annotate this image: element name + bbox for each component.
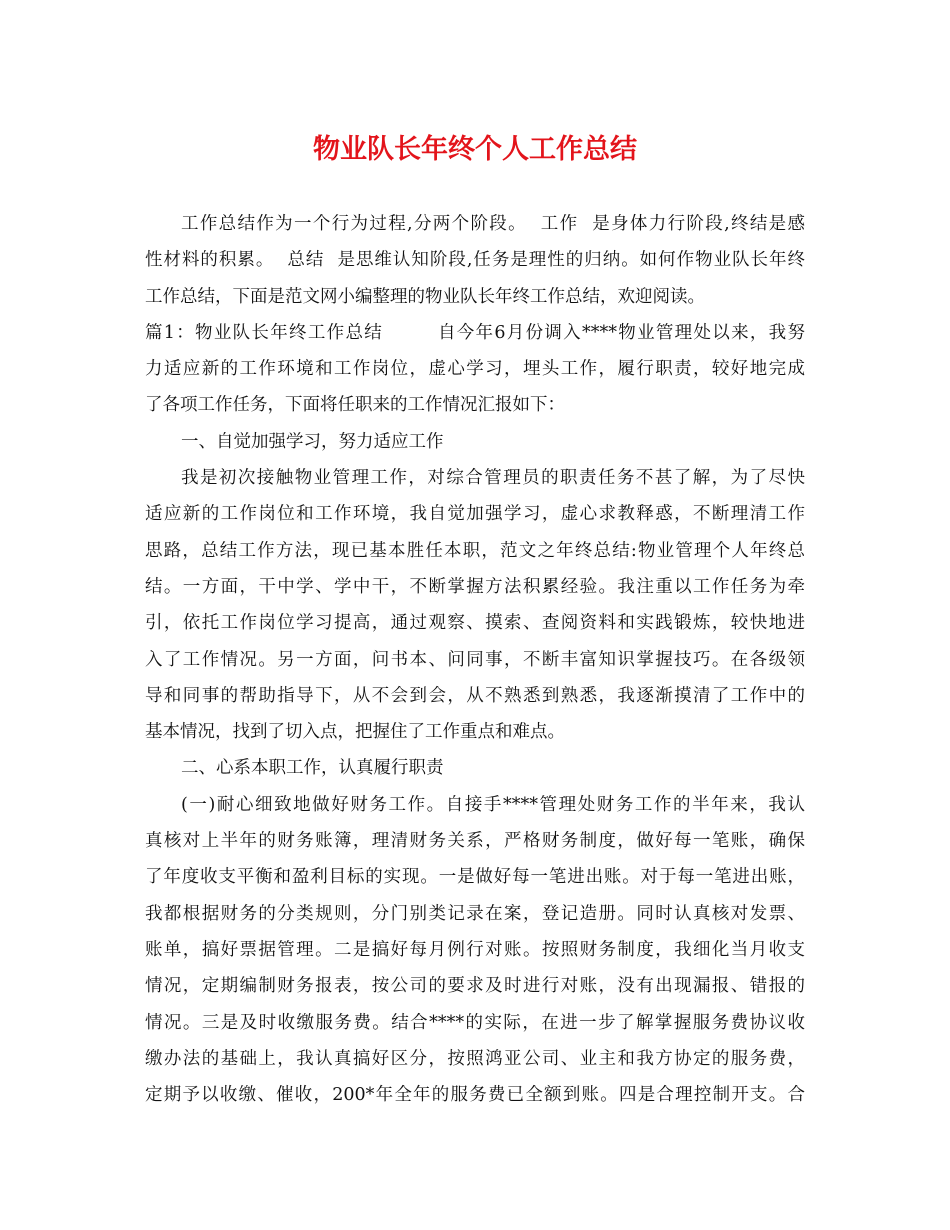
paragraph-line: 入了工作情况。另一方面，问书本、问同事，不断丰富知识掌握技巧。在各级领 — [145, 649, 805, 670]
paragraph-line: 基本情况，找到了切入点，把握住了工作重点和难点。 — [145, 722, 565, 743]
paragraph-line: 我都根据财务的分类规则，分门别类记录在案，登记造册。同时认真核对发票、 — [145, 903, 805, 924]
paragraph-line: 性材料的积累。 总结 是思维认知阶段,任务是理性的归纳。如何作物业队长年终 — [145, 250, 805, 271]
paragraph-line: 导和同事的帮助指导下，从不会到会，从不熟悉到熟悉，我逐渐摸清了工作中的 — [145, 685, 805, 706]
paragraph-line: 适应新的工作岗位和工作环境，我自觉加强学习，虚心求教释惑，不断理清工作 — [145, 504, 805, 525]
paragraph-line: 篇1：物业队长年终工作总结 自今年6月份调入****物业管理处以来，我努 — [145, 322, 805, 343]
document-body — [145, 206, 805, 1113]
paragraph-line: 思路，总结工作方法，现已基本胜任本职，范文之年终总结:物业管理个人年终总 — [145, 540, 805, 561]
paragraph-line: 缴办法的基础上，我认真搞好区分，按照鸿亚公司、业主和我方协定的服务费， — [145, 1048, 805, 1069]
paragraph-line: 工作总结作为一个行为过程,分两个阶段。 工作 是身体力行阶段,终结是感 — [181, 214, 805, 234]
paragraph-line: (一)耐心细致地做好财务工作。自接手****管理处财务工作的半年来，我认 — [181, 794, 805, 815]
paragraph-line: 定期予以收缴、催收，200*年全年的服务费已全额到账。四是合理控制开支。合 — [145, 1085, 805, 1106]
paragraph-line: 真核对上半年的财务账簿，理清财务关系，严格财务制度，做好每一笔账，确保 — [145, 831, 805, 852]
section-heading: 一、自觉加强学习，努力适应工作 — [181, 431, 444, 452]
paragraph-line: 情况。三是及时收缴服务费。结合****的实际，在进一步了解掌握服务费协议收 — [145, 1012, 805, 1033]
paragraph-line: 了各项工作任务，下面将任职来的工作情况汇报如下： — [145, 395, 565, 416]
paragraph-line: 引，依托工作岗位学习提高，通过观察、摸索、查阅资料和实践锻炼，较快地进 — [145, 613, 805, 634]
document-title: 物业队长年终个人工作总结 — [313, 134, 637, 165]
section-heading: 二、心系本职工作，认真履行职责 — [181, 758, 444, 779]
paragraph-line: 了年度收支平衡和盈利目标的实现。一是做好每一笔进出账。对于每一笔进出账， — [145, 867, 805, 888]
paragraph-line: 情况，定期编制财务报表，按公司的要求及时进行对账，没有出现漏报、错报的 — [145, 976, 805, 997]
paragraph-line: 我是初次接触物业管理工作，对综合管理员的职责任务不甚了解，为了尽快 — [181, 468, 805, 489]
paragraph-line: 结。一方面，干中学、学中干，不断掌握方法积累经验。我注重以工作任务为牵 — [145, 576, 805, 597]
paragraph-line: 力适应新的工作环境和工作岗位，虚心学习，埋头工作，履行职责，较好地完成 — [145, 359, 805, 380]
paragraph-line: 账单，搞好票据管理。二是搞好每月例行对账。按照财务制度，我细化当月收支 — [145, 939, 805, 960]
paragraph-line: 工作总结，下面是范文网小编整理的物业队长年终工作总结，欢迎阅读。 — [145, 286, 705, 307]
